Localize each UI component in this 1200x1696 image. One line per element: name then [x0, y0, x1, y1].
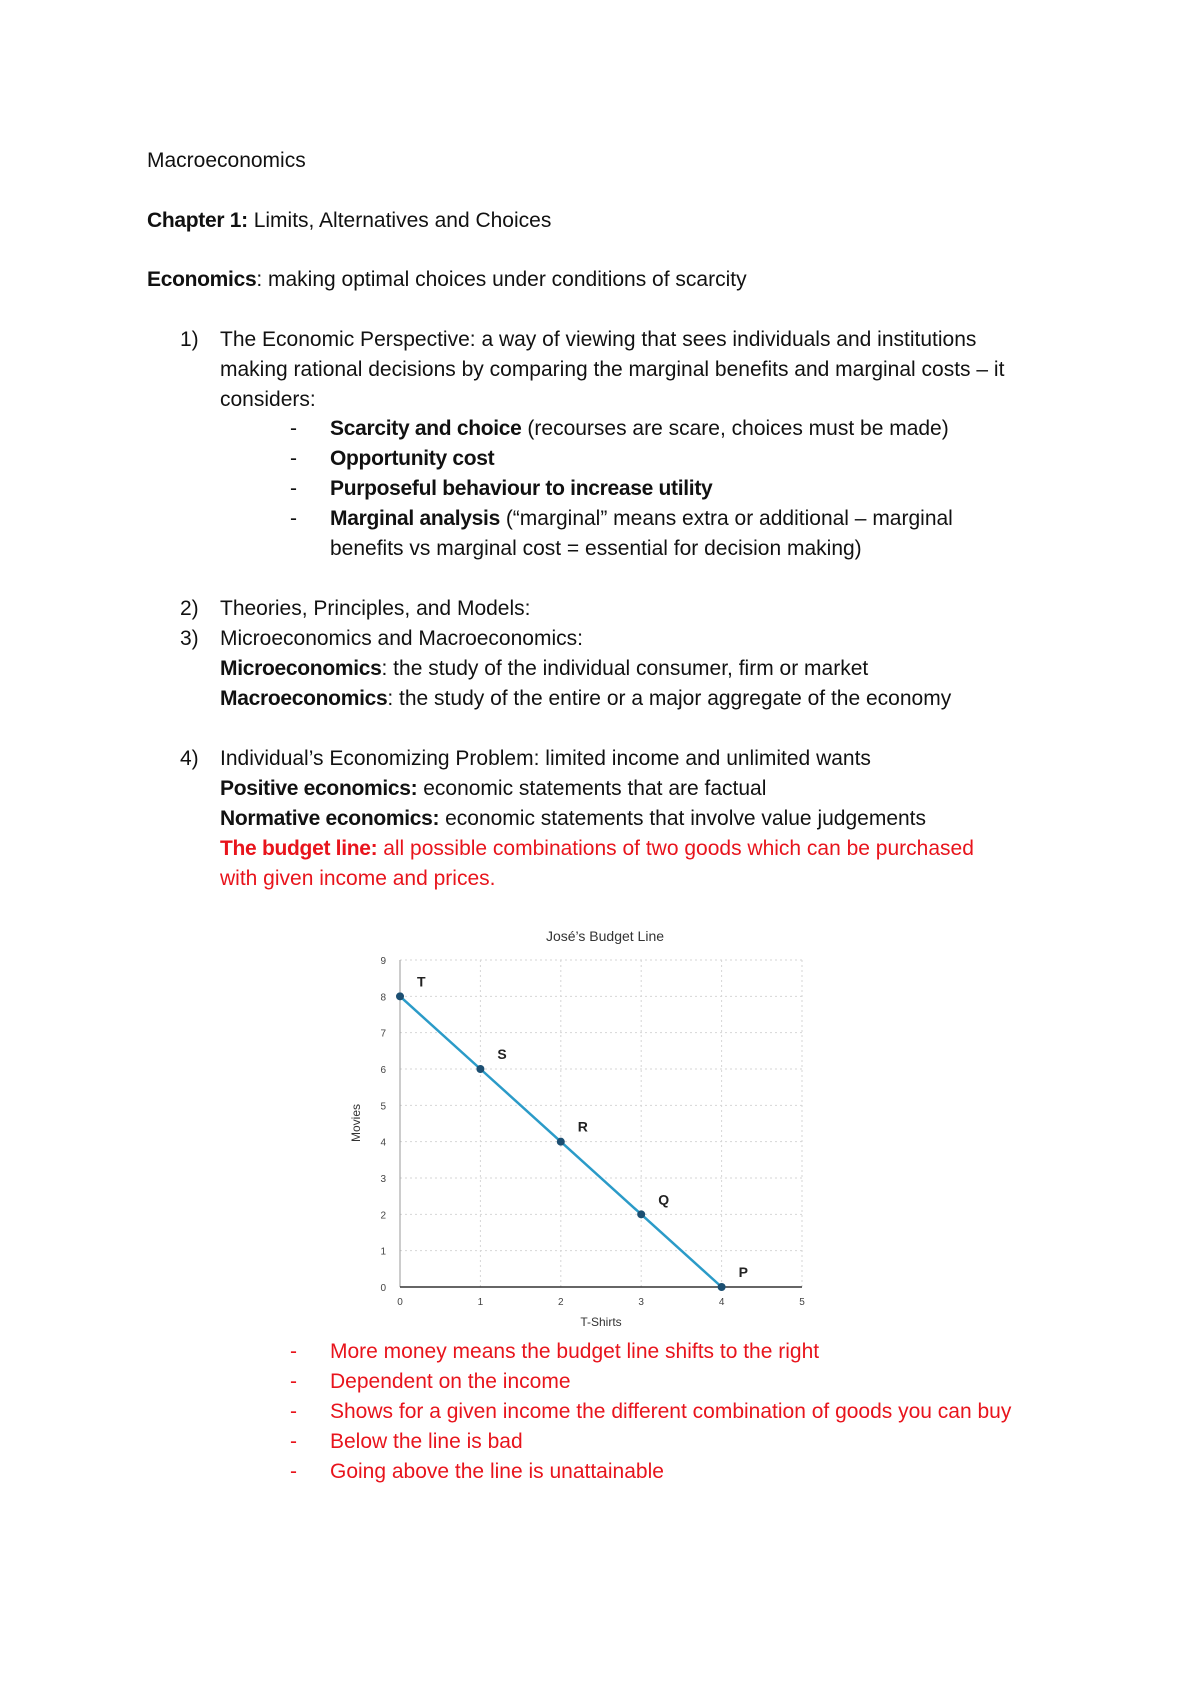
definition-term: The budget line:	[220, 837, 378, 860]
chart-axes	[400, 960, 802, 1287]
definition-term: Normative economics:	[220, 807, 440, 830]
macroeconomics-definition	[220, 685, 951, 713]
x-tick-label: 3	[638, 1297, 644, 1308]
item-1-line-1: The Economic Perspective: a way of viewing that sees individuals and institutions	[220, 328, 977, 351]
data-point-label: T	[417, 973, 426, 990]
item-number: 3)	[180, 627, 199, 650]
chapter-label: Chapter 1:	[147, 209, 248, 232]
y-tick-label: 9	[380, 956, 386, 967]
y-tick-label: 1	[380, 1246, 386, 1258]
note-dash: -	[290, 1370, 297, 1393]
bullet-marginal-analysis-cont: benefits vs marginal cost = essential for decision making)	[330, 537, 862, 560]
data-point-s	[476, 1065, 484, 1073]
data-point-label: S	[497, 1046, 507, 1062]
note-item: Dependent on the income	[330, 1370, 571, 1393]
normative-economics-definition	[220, 805, 926, 833]
definition-term: Economics	[147, 268, 257, 291]
item-1-line-3: considers:	[220, 388, 316, 411]
note-item: More money means the budget line shifts to the right	[330, 1340, 820, 1363]
bullet-text: (“marginal” means extra or additional – marginal	[499, 507, 953, 530]
item-2-text: Theories, Principles, and Models:	[220, 597, 531, 620]
definition-term: Microeconomics	[220, 657, 382, 680]
bullet-purposeful-behaviour	[330, 475, 712, 503]
y-tick-label: 2	[380, 1210, 386, 1222]
bullet-dash: -	[290, 507, 297, 530]
chart-tick-labels	[380, 956, 805, 1308]
chart-x-axis-label: T-Shirts	[580, 1315, 622, 1329]
note-dash: -	[290, 1460, 297, 1483]
data-point-p	[718, 1283, 726, 1291]
note-item: Below the line is bad	[330, 1430, 523, 1453]
chart-y-axis-label: Movies	[349, 1103, 363, 1143]
chapter-title: Limits, Alternatives and Choices	[247, 209, 552, 232]
bullet-dash: -	[290, 477, 297, 500]
chapter-heading	[147, 207, 551, 235]
bullet-marginal-analysis	[330, 505, 953, 533]
y-tick-label: 6	[380, 1065, 386, 1076]
bullet-text: (recourses are scare, choices must be made)	[521, 417, 949, 440]
definition-text: : the study of the entire or a major aggregate of the economy	[387, 687, 952, 710]
document-title: Macroeconomics	[147, 149, 306, 172]
budget-line-chart	[340, 915, 820, 1335]
bullet-dash: -	[290, 447, 297, 470]
note-item: Going above the line is unattainable	[330, 1460, 664, 1483]
x-tick-label: 4	[718, 1297, 725, 1308]
note-dash: -	[290, 1430, 297, 1453]
chart-title: José’s Budget Line	[545, 928, 665, 944]
bullet-term: Marginal analysis	[330, 507, 500, 530]
item-1-line-2: making rational decisions by comparing the marginal benefits and marginal costs – it	[220, 358, 1005, 381]
y-tick-label: 4	[380, 1137, 386, 1149]
definition-term: Macroeconomics	[220, 687, 388, 710]
x-tick-label: 5	[799, 1297, 805, 1308]
chart-points	[396, 973, 748, 1291]
definition-text: economic statements that are factual	[417, 777, 767, 800]
data-point-r	[557, 1138, 565, 1146]
positive-economics-definition	[220, 775, 766, 803]
data-point-label: P	[738, 1264, 748, 1280]
y-tick-label: 7	[380, 1028, 386, 1040]
microeconomics-definition	[220, 655, 868, 683]
item-number: 2)	[180, 597, 199, 620]
definition-text: : the study of the individual consumer, firm or market	[381, 657, 869, 680]
budget-line-definition-cont: with given income and prices.	[220, 867, 496, 890]
x-tick-label: 1	[477, 1297, 484, 1308]
bullet-scarcity	[330, 415, 949, 443]
note-item: Shows for a given income the different combination of goods you can buy	[330, 1400, 1012, 1423]
x-tick-label: 0	[397, 1297, 403, 1308]
bullet-term: Opportunity cost	[330, 447, 495, 470]
definition-text: : making optimal choices under conditions of scarcity	[256, 268, 747, 291]
item-3-text: Microeconomics and Macroeconomics:	[220, 627, 583, 650]
note-dash: -	[290, 1340, 297, 1363]
data-point-t	[396, 992, 404, 1000]
definition-text: all possible combinations of two goods which can be purchased	[377, 837, 974, 860]
definition-text: economic statements that involve value judgements	[439, 807, 927, 830]
item-number: 1)	[180, 328, 199, 351]
data-point-label: Q	[658, 1191, 670, 1208]
y-tick-label: 3	[380, 1174, 386, 1185]
economics-definition	[147, 266, 747, 294]
y-tick-label: 8	[380, 992, 386, 1004]
bullet-opportunity-cost	[330, 445, 494, 473]
bullet-term: Purposeful behaviour to increase utility	[330, 477, 713, 500]
item-number: 4)	[180, 747, 199, 770]
note-dash: -	[290, 1400, 297, 1423]
item-4-text: Individual’s Economizing Problem: limited income and unlimited wants	[220, 747, 871, 770]
y-tick-label: 0	[380, 1283, 386, 1294]
data-point-label: R	[577, 1118, 588, 1135]
budget-line-definition	[220, 835, 974, 863]
data-point-q	[637, 1210, 645, 1218]
y-tick-label: 5	[380, 1101, 386, 1113]
x-tick-label: 2	[558, 1297, 564, 1308]
definition-term: Positive economics:	[220, 777, 418, 800]
chart-grid	[400, 960, 802, 1287]
bullet-term: Scarcity and choice	[330, 417, 522, 440]
bullet-dash: -	[290, 417, 297, 440]
